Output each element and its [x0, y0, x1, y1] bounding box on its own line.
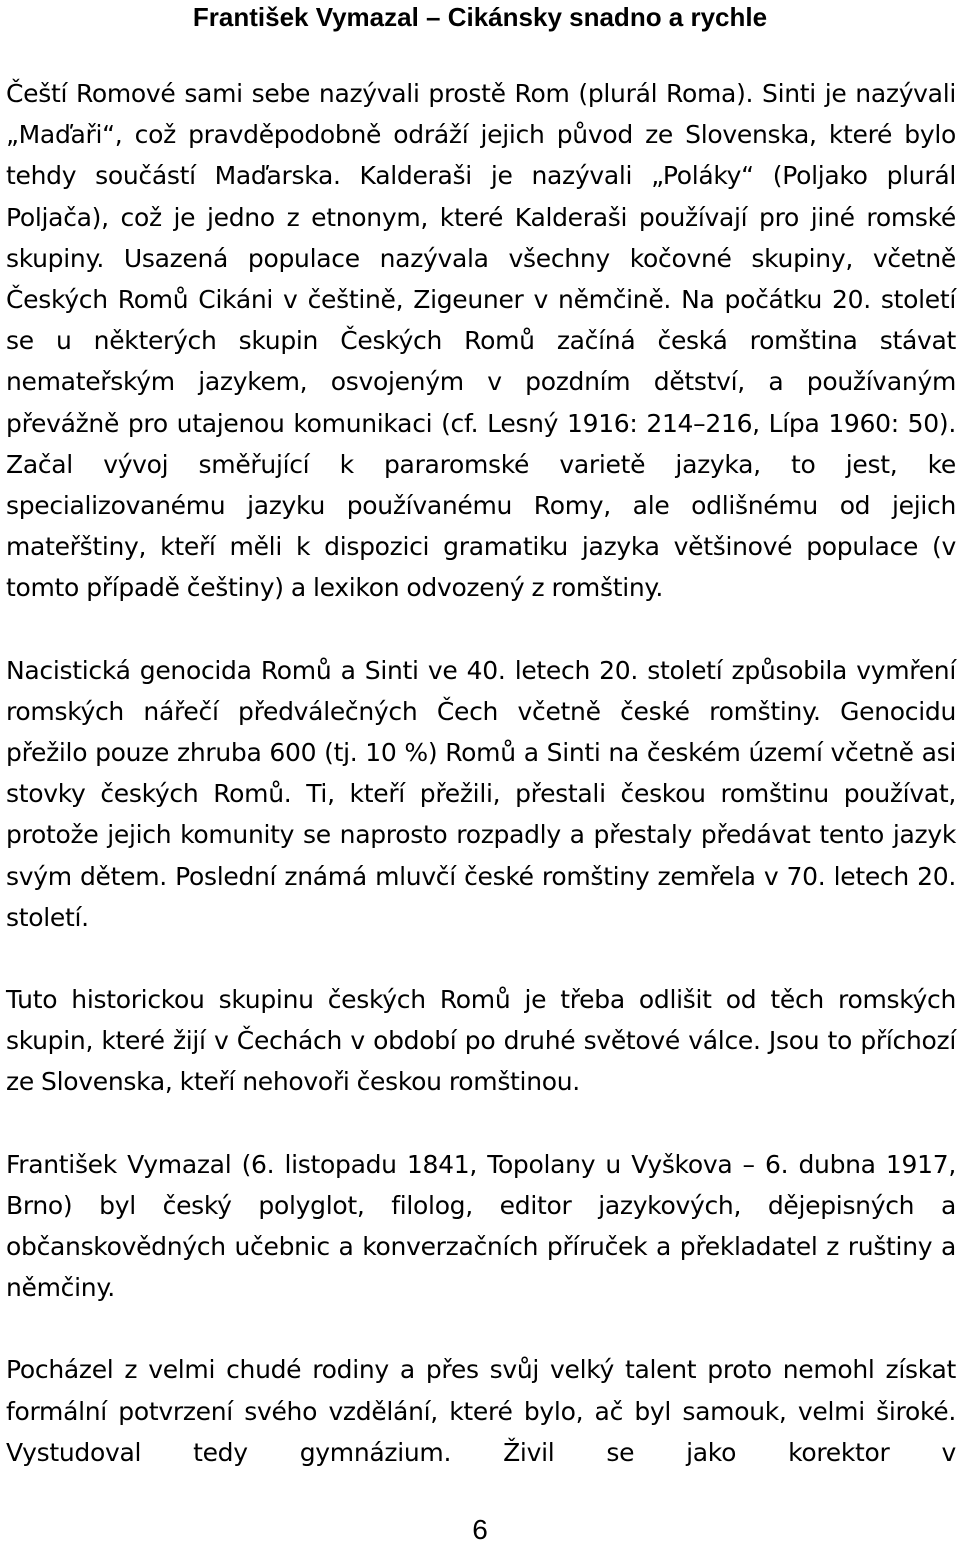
paragraph-vymazal-bio: František Vymazal (6. listopadu 1841, Topolany u Vyškova – 6. dubna 1917, Brno) byl český polyglot, filolog, editor jazykových, dějepisných a občanskovědných učebnic a konverzačních příruček a překladatel z ruštiny a němčiny. [6, 1149, 956, 1303]
paragraph-vymazal-origin: Pocházel z velmi chudé rodiny a přes svůj velký talent proto nemohl získat formální potvrzení svého vzdělání, které bylo, ač byl samouk, velmi široké. Vystudoval tedy gymnázium. Živil se jako korektor v [6, 1355, 956, 1467]
document-body [6, 73, 956, 1473]
paragraph-genocide: Nacistická genocida Romů a Sinti ve 40. letech 20. století způsobila vymření romských nářečí předválečných Čech včetně české romštiny. Genocidu přežilo pouze zhruba 600 (tj. 10 %) Romů a Sinti na českém území včetně asi stovky českých Romů. Ti, kteří přežili, přestali českou romštinu používat, protože jejich komunity se naprosto rozpadly a přestaly předávat tento jazyk svým dětem. Poslední známá mluvčí české romštiny zemřela v 70. letech 20. století. [6, 655, 956, 932]
paragraph-roma-names: Čeští Romové sami sebe nazývali prostě Rom (plurál Roma). Sinti je nazývali „Maďaři“, což pravděpodobně odráží jejich původ ze Slovenska, které bylo tehdy součástí Maďarska. Kalderaši je nazývali „Poláky“ (Poljako plurál Poljača), což je jedno z etnonym, které Kalderaši používají pro jiné romské skupiny. Usazená populace nazývala všechny kočovné skupiny, včetně Českých Romů Cikáni v češtině, Zigeuner v němčině. Na počátku 20. století se u některých skupin Českých Romů začíná česká romština stávat nemateřským jazykem, osvojeným v pozdním dětství, a používaným převážně pro utajenou komunikaci (cf. Lesný 1916: 214–216, Lípa 1960: 50). Začal vývoj směřující k pararomské varietě jazyka, to jest, ke specializovanému jazyku používanému Romy, ale odlišnému od jejich mateřštiny, kteří měli k dispozici gramatiku jazyka většinové populace (v tomto případě češtiny) a lexikon odvozený z romštiny. [6, 79, 956, 603]
page-number: 6 [472, 1514, 488, 1545]
page-header: František Vymazal – Cikánsky snadno a rychle [192, 2, 768, 32]
paragraph-historical-group: Tuto historickou skupinu českých Romů je třeba odlišit od těch romských skupin, které žijí v Čechách v období po druhé světové válce. Jsou to příchozí ze Slovenska, kteří nehovoři českou romštinou. [6, 985, 956, 1097]
